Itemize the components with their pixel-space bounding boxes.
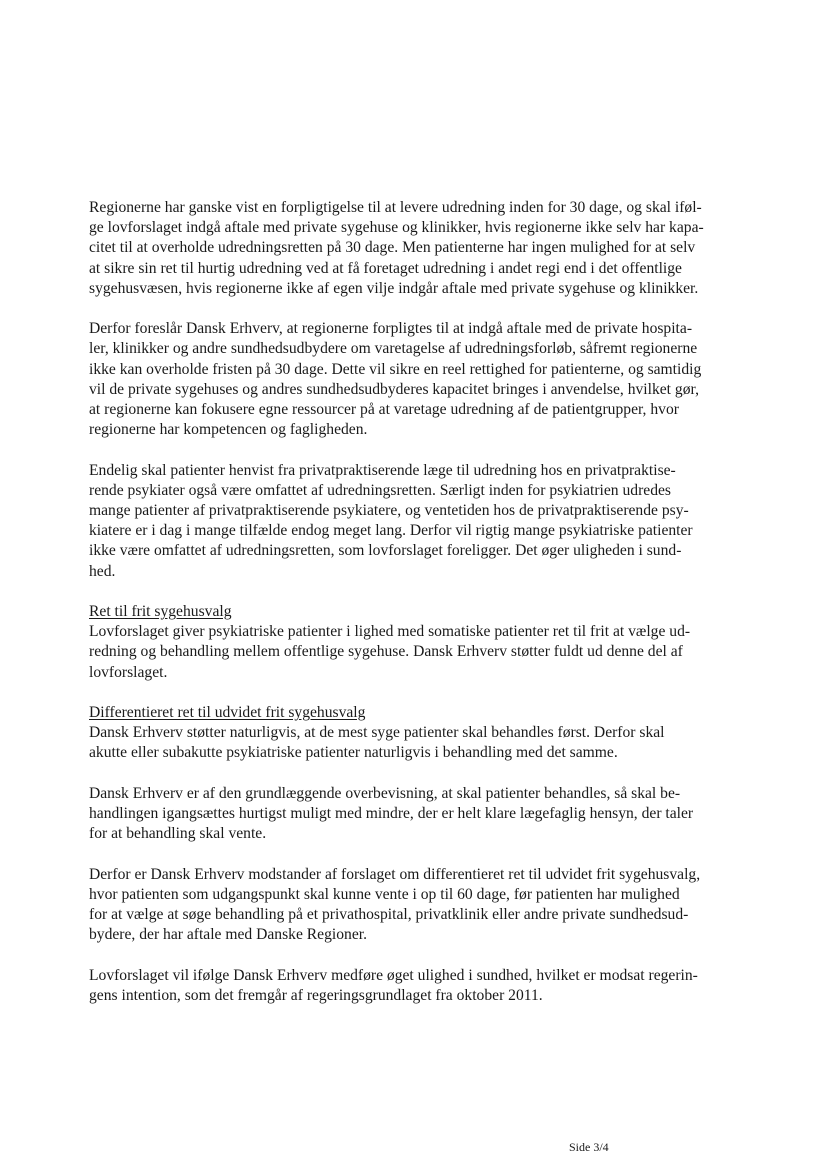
text-line: mange patienter af privatpraktiserende psykiatere, og ventetiden hos de privatpraktiserende psy- <box>89 502 689 520</box>
text-line: ler, klinikker og andre sundhedsudbydere om varetagelse af udredningsforløb, såfremt regionerne <box>89 340 698 358</box>
paragraph-conviction <box>89 784 729 845</box>
text-line: Dansk Erhverv støtter naturligvis, at de mest syge patienter skal behandles først. Derfor skal <box>89 724 665 742</box>
text-line: handlingen igangsættes hurtigst muligt med mindre, der er helt klare lægefaglig hensyn, der taler <box>89 805 694 823</box>
section-differentiated-choice <box>89 703 729 764</box>
text-line: sygehusvæsen, hvis regionerne ikke af egen vilje indgår aftale med private sygehuse og klinikker. <box>89 279 699 297</box>
text-line: ge lovforslaget indgå aftale med private sygehuse og klinikker, hvis regionerne ikke selv har kapa- <box>89 219 704 237</box>
text-line: Derfor er Dansk Erhverv modstander af forslaget om differentieret ret til udvidet frit sygehusvalg, <box>89 865 701 883</box>
document-body <box>89 198 729 1026</box>
text-line: vil de private sygehuses og andres sundhedsudbyderes kapacitet bringes i anvendelse, hvilket gør, <box>89 380 699 398</box>
text-line: Regionerne har ganske vist en forpligtigelse til at levere udredning inden for 30 dage, og skal iføl- <box>89 199 702 216</box>
text-line: for at behandling skal vente. <box>89 825 267 843</box>
paragraph-proposal <box>89 319 729 440</box>
text-line: Lovforslaget vil ifølge Dansk Erhverv medføre øget ulighed i sundhed, hvilket er modsat regerin- <box>89 966 698 984</box>
text-line: Dansk Erhverv er af den grundlæggende overbevisning, at skal patienter behandles, så skal be- <box>89 784 681 802</box>
text-line: bydere, der har aftale med Danske Regioner. <box>89 926 367 944</box>
paragraph-regional-obligation <box>89 198 729 299</box>
text-line: akutte eller subakutte psykiatriske patienter naturligvis i behandling med det samme. <box>89 744 618 762</box>
text-line: hed. <box>89 562 116 580</box>
text-line: Endelig skal patienter henvist fra privatpraktiserende læge til udredning hos en privatpraktise- <box>89 461 676 479</box>
text-line: ikke kan overholde fristen på 30 dage. Dette vil sikre en reel rettighed for patienterne, og samtidig <box>89 360 702 378</box>
paragraph-opposition <box>89 865 729 946</box>
text-line: rende psykiater også være omfattet af udredningsretten. Særligt inden for psykiatrien udredes <box>89 481 672 499</box>
paragraph-inequality <box>89 966 729 1006</box>
text-line: hvor patienten som udgangspunkt skal kunne vente i op til 60 dage, før patienten har mulighed <box>89 885 680 903</box>
section-heading: Ret til frit sygehusvalg <box>89 603 232 621</box>
page-number: Side 3/4 <box>569 1140 609 1154</box>
text-line: redning og behandling mellem offentlige sygehuse. Dansk Erhverv støtter fuldt ud denne del af <box>89 643 683 661</box>
text-line: ikke være omfattet af udredningsretten, som lovforslaget foreligger. Det øger uligheden i sund- <box>89 542 682 560</box>
text-line: for at vælge at søge behandling på et privathospital, privatklinik eller andre private sundhedsud- <box>89 906 689 924</box>
paragraph-psychiatrists <box>89 461 729 582</box>
text-line: citet til at overholde udredningsretten på 30 dage. Men patienterne har ingen mulighed for at selv <box>89 239 696 257</box>
text-line: Derfor foreslår Dansk Erhverv, at regionerne forpligtes til at indgå aftale med de private hospita- <box>89 320 693 338</box>
text-line: regionerne har kompetencen og fagligheden. <box>89 421 368 439</box>
section-heading: Differentieret ret til udvidet frit sygehusvalg <box>89 704 366 722</box>
text-line: gens intention, som det fremgår af regeringsgrundlaget fra oktober 2011. <box>89 986 543 1004</box>
section-free-hospital-choice <box>89 602 729 683</box>
text-line: at sikre sin ret til hurtig udredning ved at få foretaget udredning i andet regi end i det offentlige <box>89 259 682 277</box>
text-line: Lovforslaget giver psykiatriske patienter i lighed med somatiske patienter ret til frit at vælge ud- <box>89 623 691 641</box>
text-line: at regionerne kan fokusere egne ressourcer på at varetage udredning af de patientgrupper, hvor <box>89 401 679 419</box>
text-line: lovforslaget. <box>89 663 168 681</box>
text-line: kiatere er i dag i mange tilfælde endog meget lang. Derfor vil rigtig mange psykiatriske patienter <box>89 522 693 540</box>
